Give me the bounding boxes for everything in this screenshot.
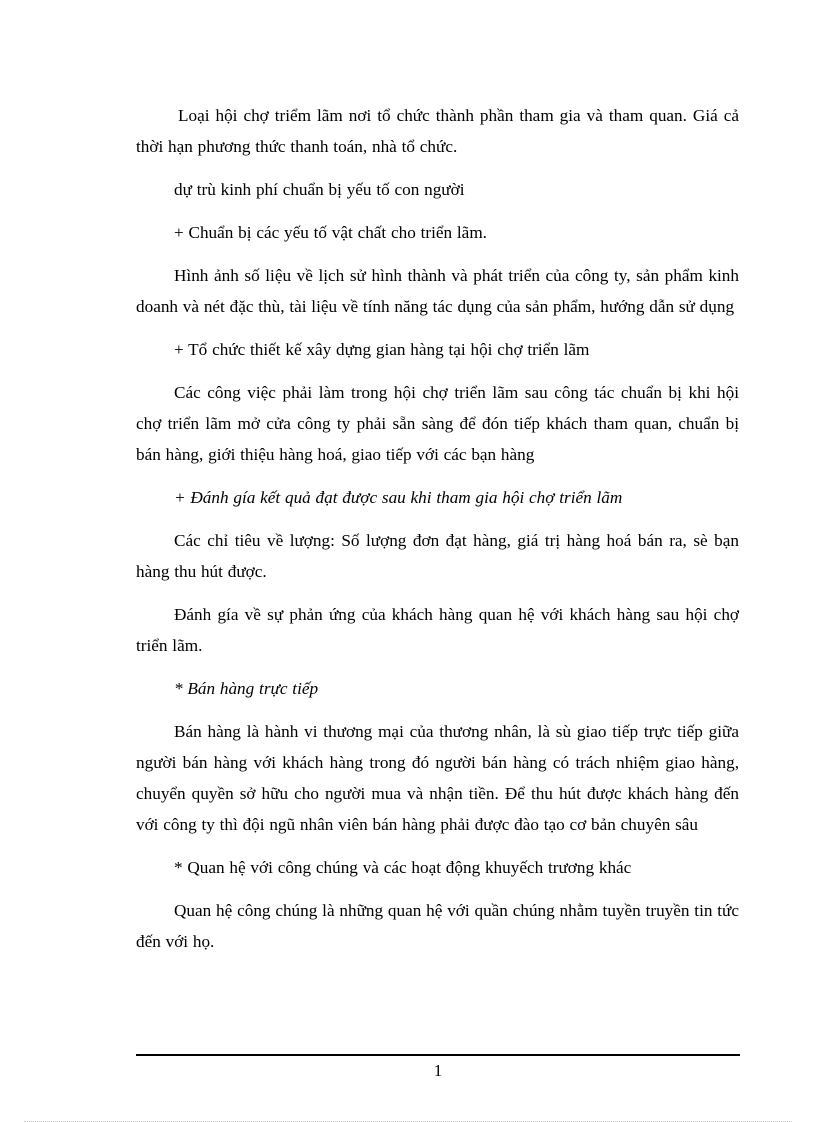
paragraph-fair-tasks: Các công việc phải làm trong hội chợ triển lãm sau công tác chuẩn bị khi hội chợ triển lãm mở cửa công ty phải sẵn sàng để đón tiếp khách tham quan, chuẩn bị bán hàng, giới thiệu hàng hoá, giao tiếp với các bạn hàng [136, 383, 739, 464]
paragraph-customer-reaction: Đánh gía về sự phản ứng của khách hàng quan hệ với khách hàng sau hội chợ triển lãm. [136, 605, 739, 655]
footer-divider [136, 1054, 740, 1056]
paragraph-exhibition-type: Loại hội chợ triểm lãm nơi tổ chức thành phần tham gia và tham quan. Giá cả thời hạn phương thức thanh toán, nhà tổ chức. [136, 106, 739, 156]
document-body [136, 100, 739, 969]
paragraph-pr: Quan hệ công chúng là những quan hệ với quần chúng nhằm tuyền truyền tin tức đến với họ. [136, 901, 739, 951]
paragraph-company-info: Hình ảnh số liệu về lịch sử hình thành và phát triển của công ty, sản phẩm kinh doanh và nét đặc thù, tài liệu về tính năng tác dụng của sản phẩm, hướng dẫn sử dụng [136, 266, 739, 316]
paragraph-budget: dự trù kinh phí chuẩn bị yếu tố con người [174, 180, 465, 199]
page-bottom-edge [24, 1121, 792, 1122]
paragraph-quantity-indicators: Các chỉ tiêu về lượng: Số lượng đơn đạt hàng, giá trị hàng hoá bán ra, sè bạn hàng thu hút được. [136, 531, 739, 581]
paragraph-direct-sales: Bán hàng là hành vi thương mại của thương nhân, là sù giao tiếp trực tiếp giữa người bán hàng với khách hàng trong đó người bán hàng có trách nhiệm giao hàng, chuyển quyền sở hữu cho người mua và nhận tiền. Để thu hút được khách hàng đến với công ty thì đội ngũ nhân viên bán hàng phải được đào tạo cơ bản chuyên sâu [136, 722, 739, 834]
paragraph-booth-design: + Tổ chức thiết kế xây dựng gian hàng tại hội chợ triển lãm [174, 340, 590, 359]
paragraph-pr-heading: * Quan hệ với công chúng và các hoạt động khuyếch trương khác [174, 858, 632, 877]
paragraph-evaluation-heading: + Đánh gía kết quả đạt được sau khi tham gia hội chợ triển lãm [174, 488, 623, 507]
paragraph-material-prep: + Chuẩn bị các yếu tố vật chất cho triển lãm. [174, 223, 487, 242]
paragraph-direct-sales-heading: * Bán hàng trực tiếp [174, 679, 319, 698]
page-number: 1 [433, 1061, 443, 1080]
